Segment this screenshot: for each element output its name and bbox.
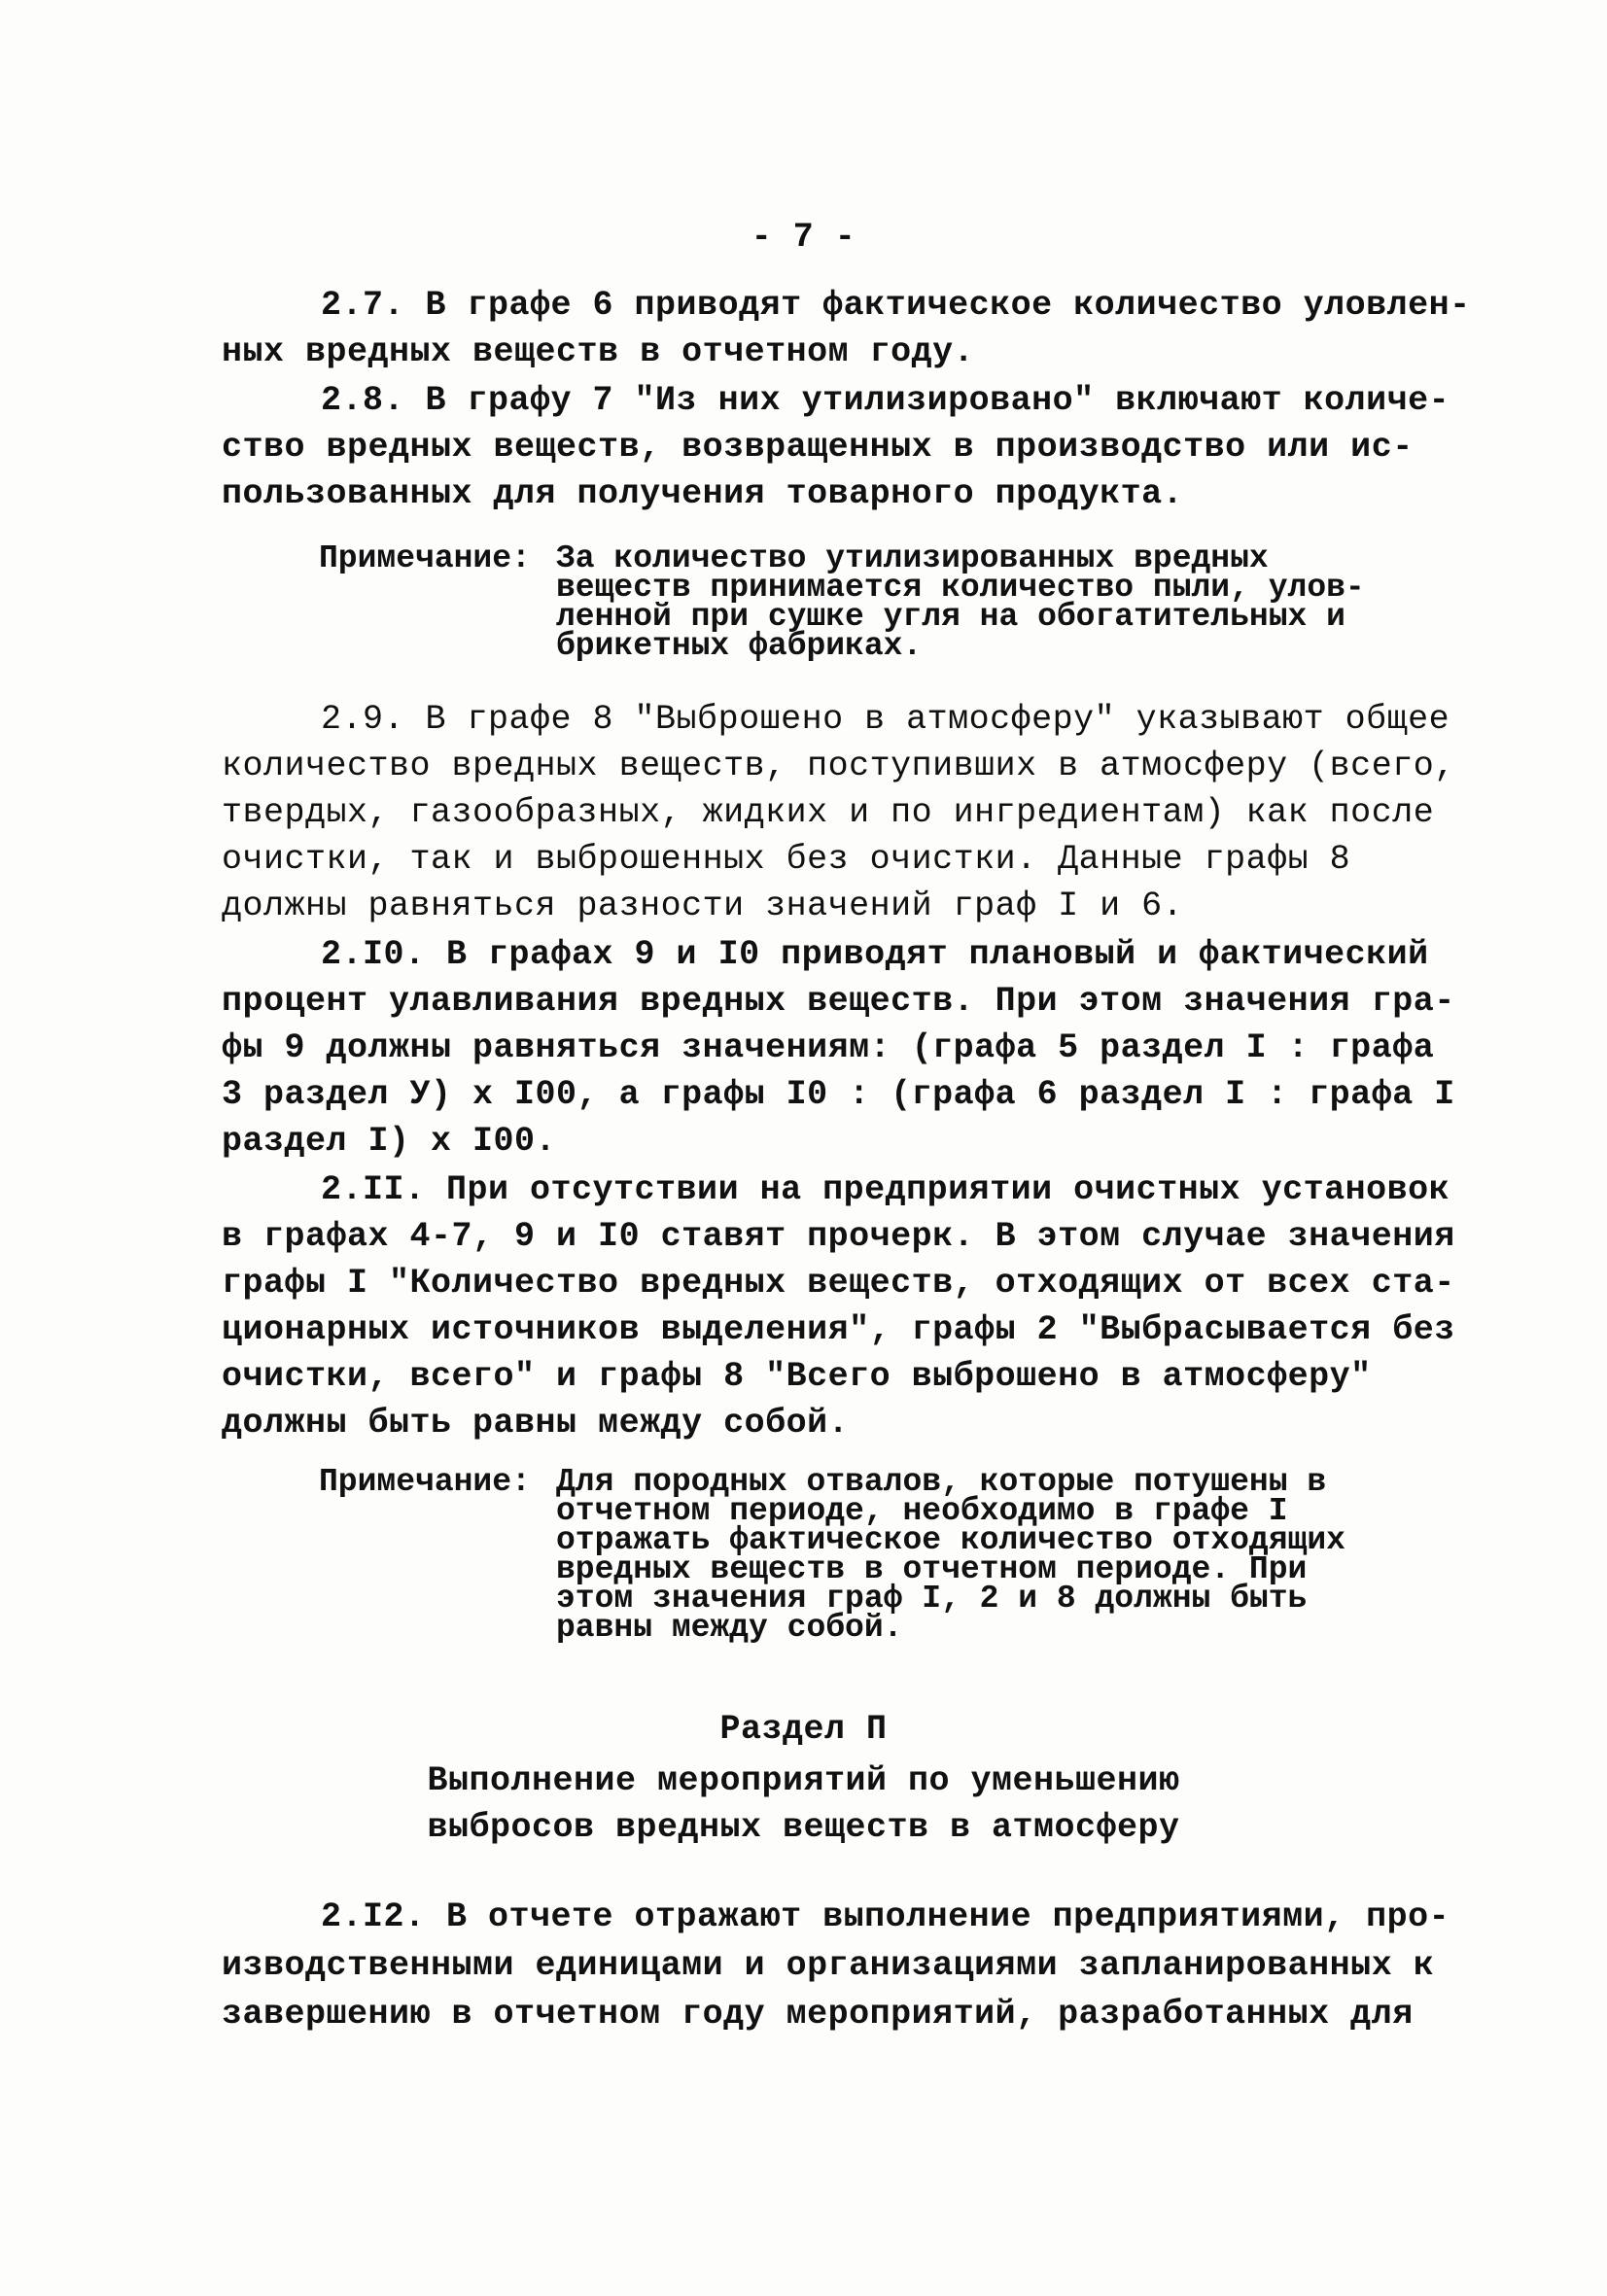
paragraph-2-10-line-4: 3 раздел У) х I00, а графы I0 : (графа 6 раздел I : графа I <box>222 1075 1455 1114</box>
paragraph-2-12-line-3: завершению в отчетном году мероприятий, разработанных для <box>222 1995 1414 2034</box>
page-number: - 7 - <box>751 218 856 257</box>
note-2-line-2: отчетном периоде, необходимо в графе I <box>556 1493 1288 1529</box>
paragraph-2-11-line-4: ционарных источников выделения", графы 2 "Выбрасывается без <box>222 1310 1455 1349</box>
paragraph-2-11-line-6: должны быть равны между собой. <box>222 1404 850 1443</box>
paragraph-2-10-line-2: процент улавливания вредных веществ. При этом значения гра- <box>222 982 1455 1021</box>
section-subtitle-line-2: выбросов вредных веществ в атмосферу <box>427 1808 1180 1847</box>
paragraph-2-7-line-1: 2.7. В графе 6 приводят фактическое количество уловлен- <box>321 286 1471 325</box>
paragraph-2-9-line-2: количество вредных веществ, поступивших в атмосферу (всего, <box>222 747 1455 785</box>
note-2-line-3: отражать фактическое количество отходящих <box>556 1522 1345 1558</box>
paragraph-2-11-line-5: очистки, всего" и графы 8 "Всего выброшено в атмосферу" <box>222 1357 1372 1396</box>
paragraph-2-10-line-5: раздел I) х I00. <box>222 1122 557 1161</box>
paragraph-2-9-line-1: 2.9. В графе 8 "Выброшено в атмосферу" указывают общее <box>321 700 1450 739</box>
paragraph-2-10-line-3: фы 9 должны равняться значениям: (графа 5 раздел I : графа <box>222 1028 1435 1067</box>
paragraph-2-12-line-1: 2.I2. В отчете отражают выполнение предприятиями, про- <box>321 1897 1450 1936</box>
note-1-line-2: веществ принимается количество пыли, улов- <box>556 570 1365 606</box>
paragraph-2-8-line-1: 2.8. В графу 7 "Из них утилизировано" включают количе- <box>321 381 1450 420</box>
paragraph-2-9-line-4: очистки, так и выброшенных без очистки. Данные графы 8 <box>222 840 1351 879</box>
paragraph-2-8-line-2: ство вредных веществ, возвращенных в производство или ис- <box>222 428 1414 467</box>
section-subtitle-line-1: Выполнение мероприятий по уменьшению <box>427 1761 1180 1800</box>
note-1-line-1: За количество утилизированных вредных <box>556 540 1269 576</box>
paragraph-2-12-line-2: изводственными единицами и организациями запланированных к <box>222 1946 1435 1985</box>
paragraph-2-9-line-5: должны равняться разности значений граф I и 6. <box>222 887 1184 925</box>
note-1-line-3: ленной при сушке угля на обогатительных и <box>556 599 1345 635</box>
paragraph-2-11-line-3: графы I "Количество вредных веществ, отходящих от всех ста- <box>222 1264 1455 1303</box>
paragraph-2-11-line-1: 2.II. При отсутствии на предприятии очистных установок <box>321 1170 1450 1209</box>
note-2-line-4: вредных веществ в отчетном периоде. При <box>556 1551 1308 1587</box>
paragraph-2-9-line-3: твердых, газообразных, жидких и по ингредиентам) как после <box>222 793 1435 832</box>
paragraph-2-7-line-2: ных вредных веществ в отчетном году. <box>222 332 975 371</box>
note-1-line-4: брикетных фабриках. <box>556 628 923 664</box>
note-2-line-5: этом значения граф I, 2 и 8 должны быть <box>556 1581 1308 1617</box>
section-title: Раздел П <box>719 1710 888 1749</box>
paragraph-2-11-line-2: в графах 4-7, 9 и I0 ставят прочерк. В этом случае значения <box>222 1217 1455 1256</box>
note-2-line-1: Для породных отвалов, которые потушены в <box>556 1464 1327 1500</box>
paragraph-2-8-line-3: пользованных для получения товарного продукта. <box>222 474 1184 513</box>
note-2-label: Примечание: <box>319 1464 531 1500</box>
note-2-line-6: равны между собой. <box>556 1610 903 1646</box>
paragraph-2-10-line-1: 2.I0. В графах 9 и I0 приводят плановый и фактический <box>321 935 1429 974</box>
note-1-label: Примечание: <box>319 540 531 576</box>
